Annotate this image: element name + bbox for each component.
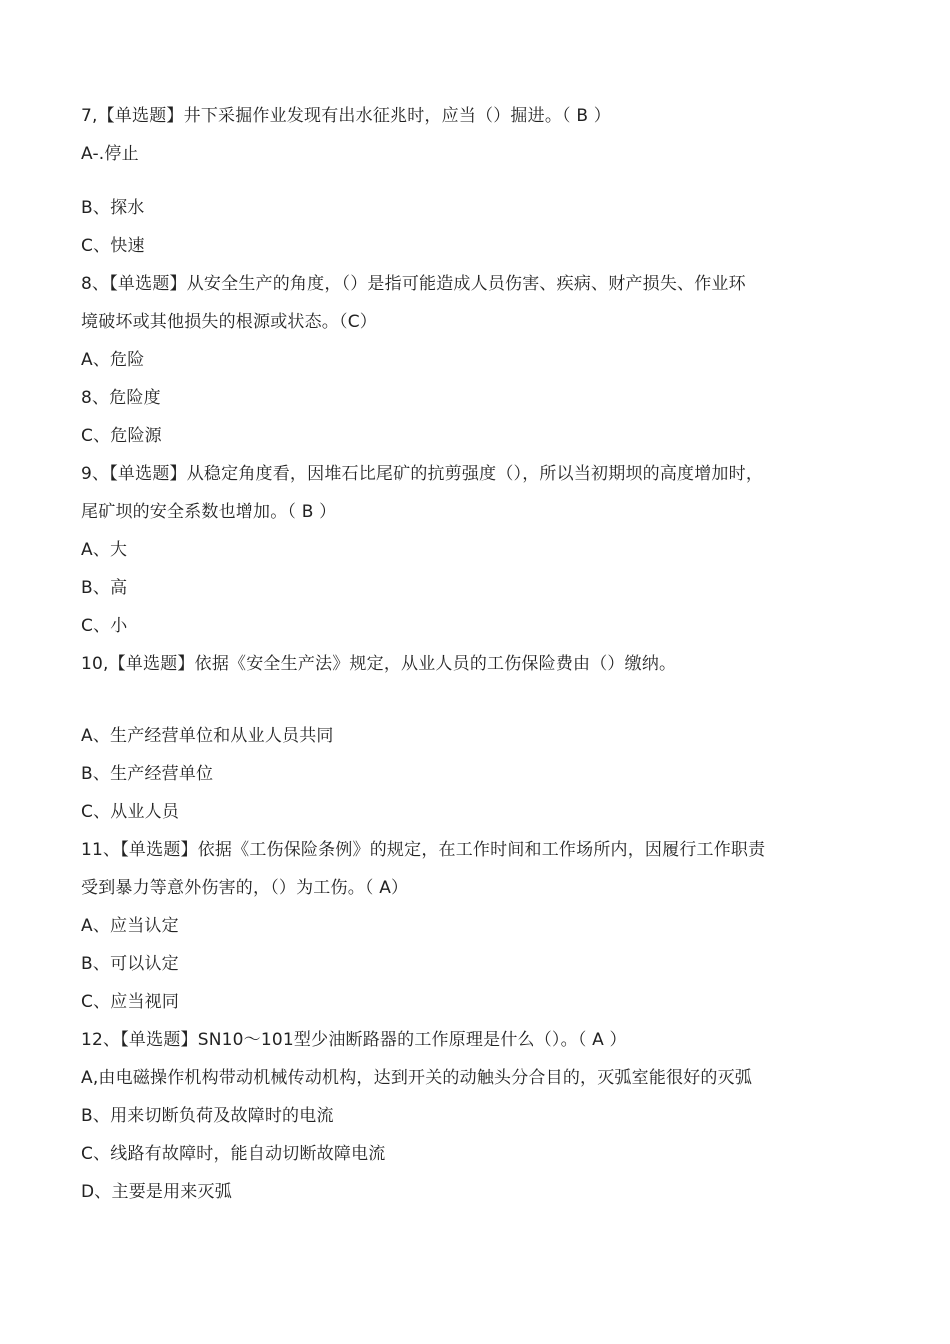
question-9-stem-line-2: 尾矿坝的安全系数也增加。（ B ） <box>81 502 337 522</box>
question-9-option-b: B、高 <box>81 578 128 598</box>
question-10-option-a: A、生产经营单位和从业人员共同 <box>81 726 334 746</box>
question-12-option-b: B、用来切断负荷及故障时的电流 <box>81 1106 334 1126</box>
question-12-option-d: D、主要是用来灭弧 <box>81 1182 232 1202</box>
question-10-option-b: B、生产经营单位 <box>81 764 214 784</box>
question-10-stem: 10,【单选题】依据《安全生产法》规定，从业人员的工伤保险费由（）缴纳。 <box>81 654 677 674</box>
question-7-stem: 7,【单选题】井下采掘作业发现有出水征兆时，应当（）掘进。（ B ） <box>81 106 611 126</box>
question-8-option-c: C、危险源 <box>81 426 162 446</box>
question-9-option-c: C、小 <box>81 616 128 636</box>
question-8-stem-line-1: 8、【单选题】从安全生产的角度，（）是指可能造成人员伤害、疾病、财产损失、作业环 <box>81 274 746 294</box>
question-12-stem: 12、【单选题】SN10〜101型少油断路器的工作原理是什么（）。（ A ） <box>81 1030 627 1050</box>
question-8-stem-line-2: 境破坏或其他损失的根源或状态。（C） <box>81 312 377 332</box>
question-7-option-c: C、快速 <box>81 236 145 256</box>
question-11-stem-line-1: 11、【单选题】依据《工伤保险条例》的规定，在工作时间和工作场所内，因履行工作职责 <box>81 840 766 860</box>
question-11-stem-line-2: 受到暴力等意外伤害的，（）为工伤。（ A） <box>81 878 409 898</box>
question-12-option-c: C、线路有故障时，能自动切断故障电流 <box>81 1144 386 1164</box>
question-7-option-a: A-.停止 <box>81 144 139 164</box>
question-11-option-a: A、应当认定 <box>81 916 179 936</box>
question-10-option-c: C、从业人员 <box>81 802 180 822</box>
question-8-option-b: 8、危险度 <box>81 388 161 408</box>
question-9-stem-line-1: 9、【单选题】从稳定角度看，因堆石比尾矿的抗剪强度（），所以当初期坝的高度增加时， <box>81 464 764 484</box>
question-12-option-a: A,由电磁操作机构带动机械传动机构，达到开关的动触头分合目的，灭弧室能很好的灭弧 <box>81 1068 753 1088</box>
question-11-option-b: B、可以认定 <box>81 954 179 974</box>
question-11-option-c: C、应当视同 <box>81 992 180 1012</box>
question-9-option-a: A、大 <box>81 540 128 560</box>
question-7-option-b: B、探水 <box>81 198 145 218</box>
question-8-option-a: A、危险 <box>81 350 145 370</box>
